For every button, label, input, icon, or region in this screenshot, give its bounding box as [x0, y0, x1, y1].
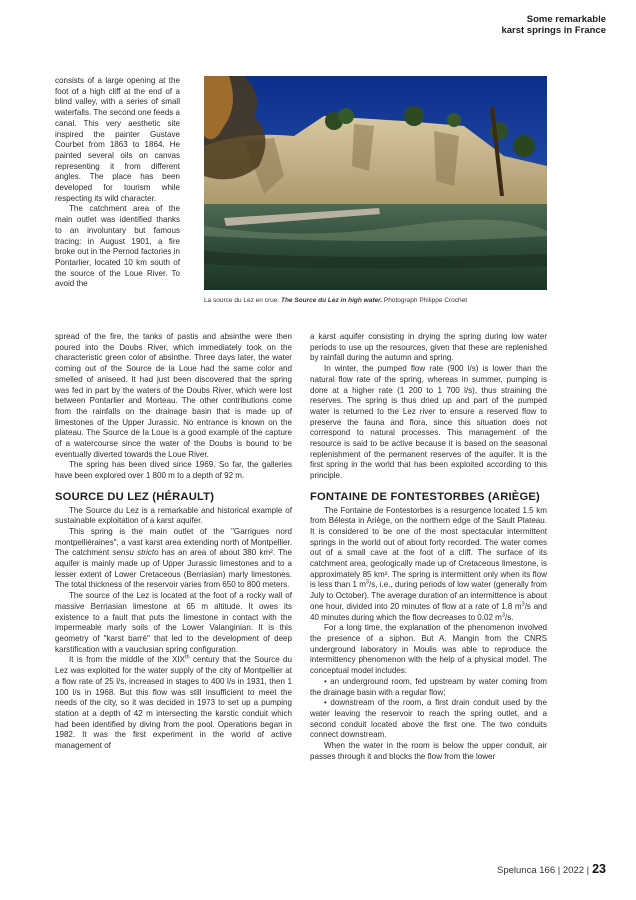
journal-issue: Spelunca 166 | 2022 |	[497, 865, 590, 876]
header-line-2: karst springs in France	[501, 25, 606, 36]
section-heading-fontestorbes: FONTAINE DE FONTESTORBES (ARIÈGE)	[310, 490, 540, 503]
paragraph: The Source du Lez is a remarkable and historical example of sustainable exploitation of a karst aquifer.	[55, 505, 292, 526]
paragraph: This spring is the main outlet of the "Garrigues nord montpelliéraines", a vast karst area extending north of Montpellier. The catchment sensu stricto has an area of about 380 km². The aquifer is mainly made up of Upper Jurassic limestones and to a lesser extent of Lower Cretaceous (Berriasian) marly limestones. The total thickness of the reservoir varies from 650 to 800 meters.	[55, 526, 292, 590]
paragraph: consists of a large opening at the foot of a high cliff at the end of a blind valley, with a series of small waterfalls. The second one feeds a canal. This very aesthetic site inspired the painter Gustave Courbet from 1863 to 1864. He painted several oils on canvas representing it from different angles. The place has been developed for tourism while respecting its wild character.	[55, 76, 180, 203]
paragraph: a karst aquifer consisting in drying the spring during low water periods to use up the resources, given that these are replenished by rainfall during the autumn and spring.	[310, 332, 547, 363]
left-column	[55, 332, 292, 752]
page-footer	[497, 862, 606, 876]
paragraph: The source of the Lez is located at the foot of a rocky wall of massive Berriasian limestone at 65 m altitude. It owes its existence to a fault that puts the limestone in contact with the impermeable marly soils of the Lower Valanginian. It is this geometry of "karst barré" that led to the development of deep karstification with a vauclusian spring configuration.	[55, 591, 292, 654]
paragraph: The Fontaine de Fontestorbes is a resurgence located 1.5 km from Bélesta in Ariège, on the northern edge of the Sault Plateau. It is considered to be one of the most spectacular intermittent springs in the world out of about forty recorded. The water comes out of a small cave at the foot of a cliff. The surface of its catchment area, geologically made up of Cretaceous limestone, is approximately 85 km². The spring is intermittent only when its flow is less than 1 $m^3/s$, i.e., during periods of low water (generally from July to October). The average duration of an intermittence is about one hour, divided into 20 minutes of flow at a rate of 1.8 $m^3/s$ and 40 minutes during which the flow decreases to 0.02 $m^3/s$.	[310, 505, 547, 622]
paragraph: In winter, the pumped flow rate (900 l/s) is lower than the natural flow rate of the spring, whereas in summer, pumping is done at a higher rate (1 200 to 1 700 l/s), thus straining the reserves. The spring is thus dried up and part of the pumped water is returned to the Lez river to ensure a reserved flow to preserve the fauna and flora, since this situation does not correspond to natural processes. This management of the resource is said to be active because it is based on the seasonal replenishment of the permanent reserves of the aquifer. It is the first spring in the world that has been exploited according to this principle.	[310, 364, 547, 481]
paragraph: spread of the fire, the tanks of pastis and absinthe were then poured into the Doubs River, which immediately took on the characteristic green color of absinthe. Three days later, the water coming out of the Source de la Loue had the same color and smelled of aniseed. It had just been discovered that the spring was fed in part by the waters of the Doubs River, which were lost between Pontarlier and Morteau. The other contributions come from the rainfalls on the drainage basin that is made up of limestones of the Upper Jurassic. No entrance is known on the plateau. The Source de la Loue is a good example of the capture of a watercourse since the water of the Doubs is bound to be eventually diverted towards the Loue River.	[55, 332, 292, 459]
paragraph: When the water in the room is below the upper conduit, air passes through it and blocks the flow from the lower	[310, 741, 547, 761]
paragraph: For a long time, the explanation of the phenomenon involved the presence of a siphon. But A. Mangin from the CNRS underground laboratory in Moulis was able to reproduce the intermittency phenomenon with the help of a physical model. The conceptual model includes:	[310, 623, 547, 676]
paragraph: The catchment area of the main outlet was identified thanks to an involuntary but famous tracing: in August 1901, a fire broke out in the Pernod factories in Pontarlier, located 10 km south of the source of the Loue River. To avoid the	[55, 204, 180, 289]
paragraph: It is from the middle of the XIXth century that the Source du Lez was exploited for the water supply of the city of Montpellier at a flow rate of 25 l/s, increased in stages to 400 l/s in 1931, then 1 100 l/s in 1968. But this flow was still insufficient to meet the needs of the city, so it was decided in 1973 to set up a pumping station at a depth of 42 m intersecting the karstic conduit which had been identified by diving from the pool. Operations began in 1982. It was the first experiment in the world of active management of	[55, 654, 292, 751]
left-column-top	[55, 76, 180, 290]
header-line-1: Some remarkable	[526, 14, 606, 25]
right-column	[310, 332, 547, 762]
caption-credit: Photograph Philippe Crochet	[382, 297, 468, 304]
caption-english: The Source du Lez in high water.	[280, 297, 383, 304]
caption-french: La source du Lez en crue.	[204, 297, 281, 304]
section-heading-lez: SOURCE DU LEZ (HÉRAULT)	[55, 490, 215, 503]
spring-photograph	[204, 76, 547, 290]
bullet-item: • an underground room, fed upstream by water coming from the drainage basin with a regular flow;	[310, 676, 547, 697]
running-header	[501, 14, 606, 36]
page-number: 23	[592, 862, 606, 876]
paragraph: The spring has been dived since 1969. So far, the galleries have been explored over 1 800 m to a depth of 92 m.	[55, 460, 292, 481]
bullet-item: • downstream of the room, a first drain conduit used by the water leaving the reservoir to reach the spring outlet, and a second conduit located above the first one. The two conduits connect downstream.	[310, 698, 547, 740]
photo-caption	[204, 297, 547, 305]
